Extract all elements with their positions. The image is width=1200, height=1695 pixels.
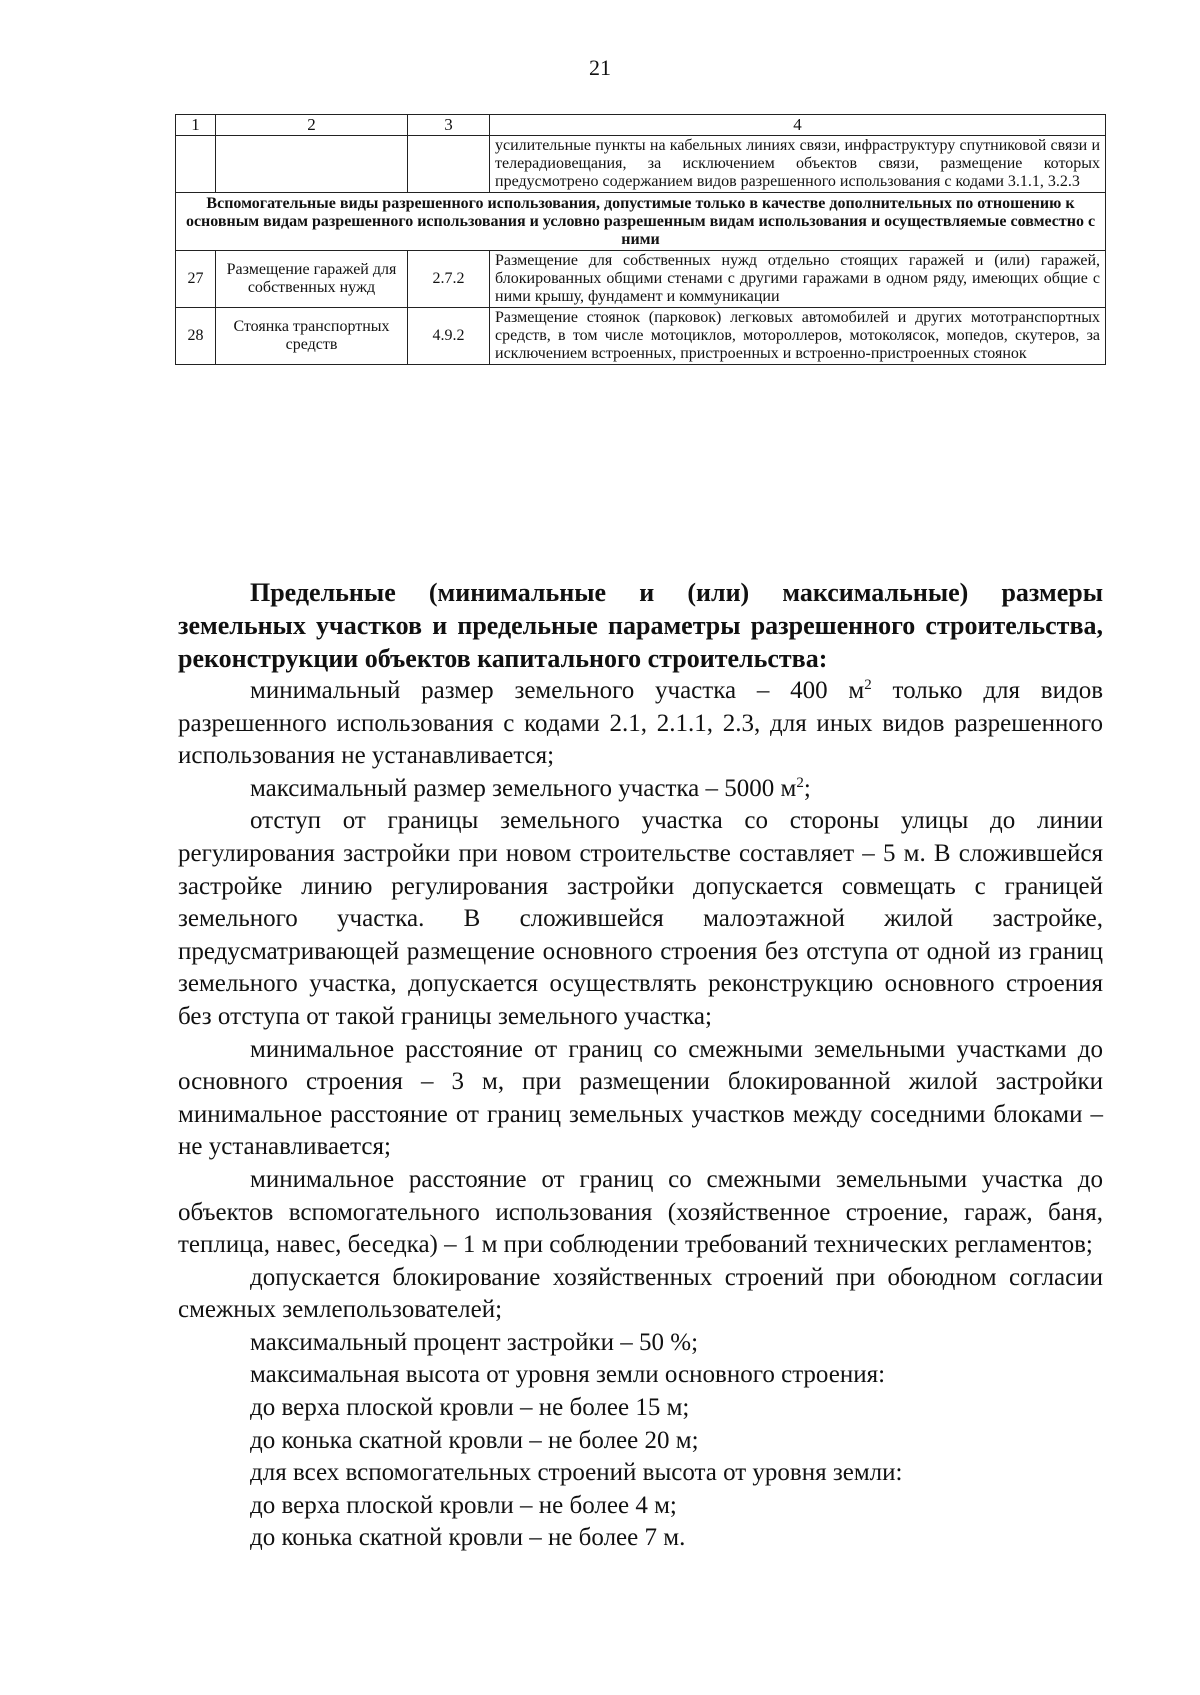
- table-row: [176, 308, 1106, 365]
- section-heading: Предельные (минимальные и (или) максимальные) размеры земельных участков и предельные параметры разрешенного строительства, реконструкции объектов капитального строительства:: [178, 578, 1103, 673]
- paragraph: до конька скатной кровли – не более 7 м.: [250, 1524, 686, 1552]
- row-number: 27: [176, 251, 216, 308]
- paragraph-text: только для видов разрешенного использования с кодами 2.1, 2.1.1, 2.3, для иных видов разрешенного использования не устанавливается;: [178, 677, 1103, 770]
- paragraph-min-plot-size: [178, 675, 1103, 773]
- use-name: Стоянка транспортных средств: [216, 308, 408, 365]
- use-description: Размещение стоянок (парковок) легковых автомобилей и других мототранспортных средств, в том числе мотоциклов, мотороллеров, мотоколясок, мопедов, скутеров, за исключением встроенных, пристроенных и встроенно-пристроенных стоянок: [490, 308, 1106, 365]
- table-row: [176, 136, 1106, 193]
- paragraph: максимальный процент застройки – 50 %;: [250, 1328, 699, 1356]
- paragraph: отступ от границы земельного участка со стороны улицы до линии регулирования застройки при новом строительстве составляет – 5 м. В сложившейся застройке линию регулирования застройки допускается совмещать с границей земельного участка. В сложившейся малоэтажной жилой застройке, предусматривающей размещение основного строения без отступа от одной из границ земельного участка, допускается осуществлять реконструкцию основного строения без отступа от такой границы земельного участка;: [178, 807, 1103, 1030]
- paragraph-text: ;: [803, 774, 811, 802]
- section-title: Вспомогательные виды разрешенного использования, допустимые только в качестве дополнительных по отношению к основным видам разрешенного использования и условно разрешенным видам использования и осуществляемые совместно с ними: [176, 192, 1106, 251]
- header-cell: 2: [216, 115, 408, 136]
- use-code: 2.7.2: [408, 251, 490, 308]
- paragraph: допускается блокирование хозяйственных строений при обоюдном согласии смежных землепользователей;: [178, 1263, 1103, 1324]
- table-cell: [216, 136, 408, 193]
- paragraph-max-plot-size: [178, 773, 1103, 806]
- header-cell: 3: [408, 115, 490, 136]
- paragraph: до конька скатной кровли – не более 20 м;: [250, 1426, 699, 1454]
- use-name: Размещение гаражей для собственных нужд: [216, 251, 408, 308]
- page-number: 21: [589, 55, 611, 80]
- row-number: 28: [176, 308, 216, 365]
- table-header-row: [176, 115, 1106, 136]
- paragraph: максимальная высота от уровня земли основного строения:: [250, 1361, 886, 1389]
- superscript: 2: [796, 774, 804, 791]
- section-row: [176, 192, 1106, 251]
- header-cell: 4: [490, 115, 1106, 136]
- table-cell: [176, 136, 216, 193]
- paragraph: минимальное расстояние от границ со смежными земельными участка до объектов вспомогательного использования (хозяйственное строение, гараж, баня, теплица, навес, беседка) – 1 м при соблюдении требований технических регламентов;: [178, 1165, 1103, 1259]
- use-description: Размещение для собственных нужд отдельно стоящих гаражей и (или) гаражей, блокированных общими стенами с другими гаражами в одном ряду, имеющих общие с ними крышу, фундамент и коммуникации: [490, 251, 1106, 308]
- table-cell: [408, 136, 490, 193]
- paragraph: минимальное расстояние от границ со смежными земельными участками до основного строения – 3 м, при размещении блокированной жилой застройки минимальное расстояние от границ земельных участков между соседними блоками – не устанавливается;: [178, 1035, 1103, 1161]
- continuation-description: усилительные пункты на кабельных линиях связи, инфраструктуру спутниковой связи и телерадиовещания, за исключением объектов связи, размещение которых предусмотрено содержанием видов разрешенного использования с кодами 3.1.1, 3.2.3: [490, 136, 1106, 193]
- paragraph-text: максимальный размер земельного участка – 5000 м: [250, 774, 797, 802]
- paragraph: до верха плоской кровли – не более 15 м;: [250, 1394, 690, 1422]
- superscript: 2: [864, 677, 872, 693]
- header-cell: 1: [176, 115, 216, 136]
- paragraph: до верха плоской кровли – не более 4 м;: [250, 1491, 677, 1519]
- parameters-section: [178, 576, 1103, 1555]
- paragraph-text: минимальный размер земельного участка – 400 м: [250, 677, 865, 704]
- permitted-use-table: [175, 114, 1106, 365]
- table-row: [176, 251, 1106, 308]
- paragraph: для всех вспомогательных строений высота от уровня земли:: [250, 1459, 903, 1487]
- use-code: 4.9.2: [408, 308, 490, 365]
